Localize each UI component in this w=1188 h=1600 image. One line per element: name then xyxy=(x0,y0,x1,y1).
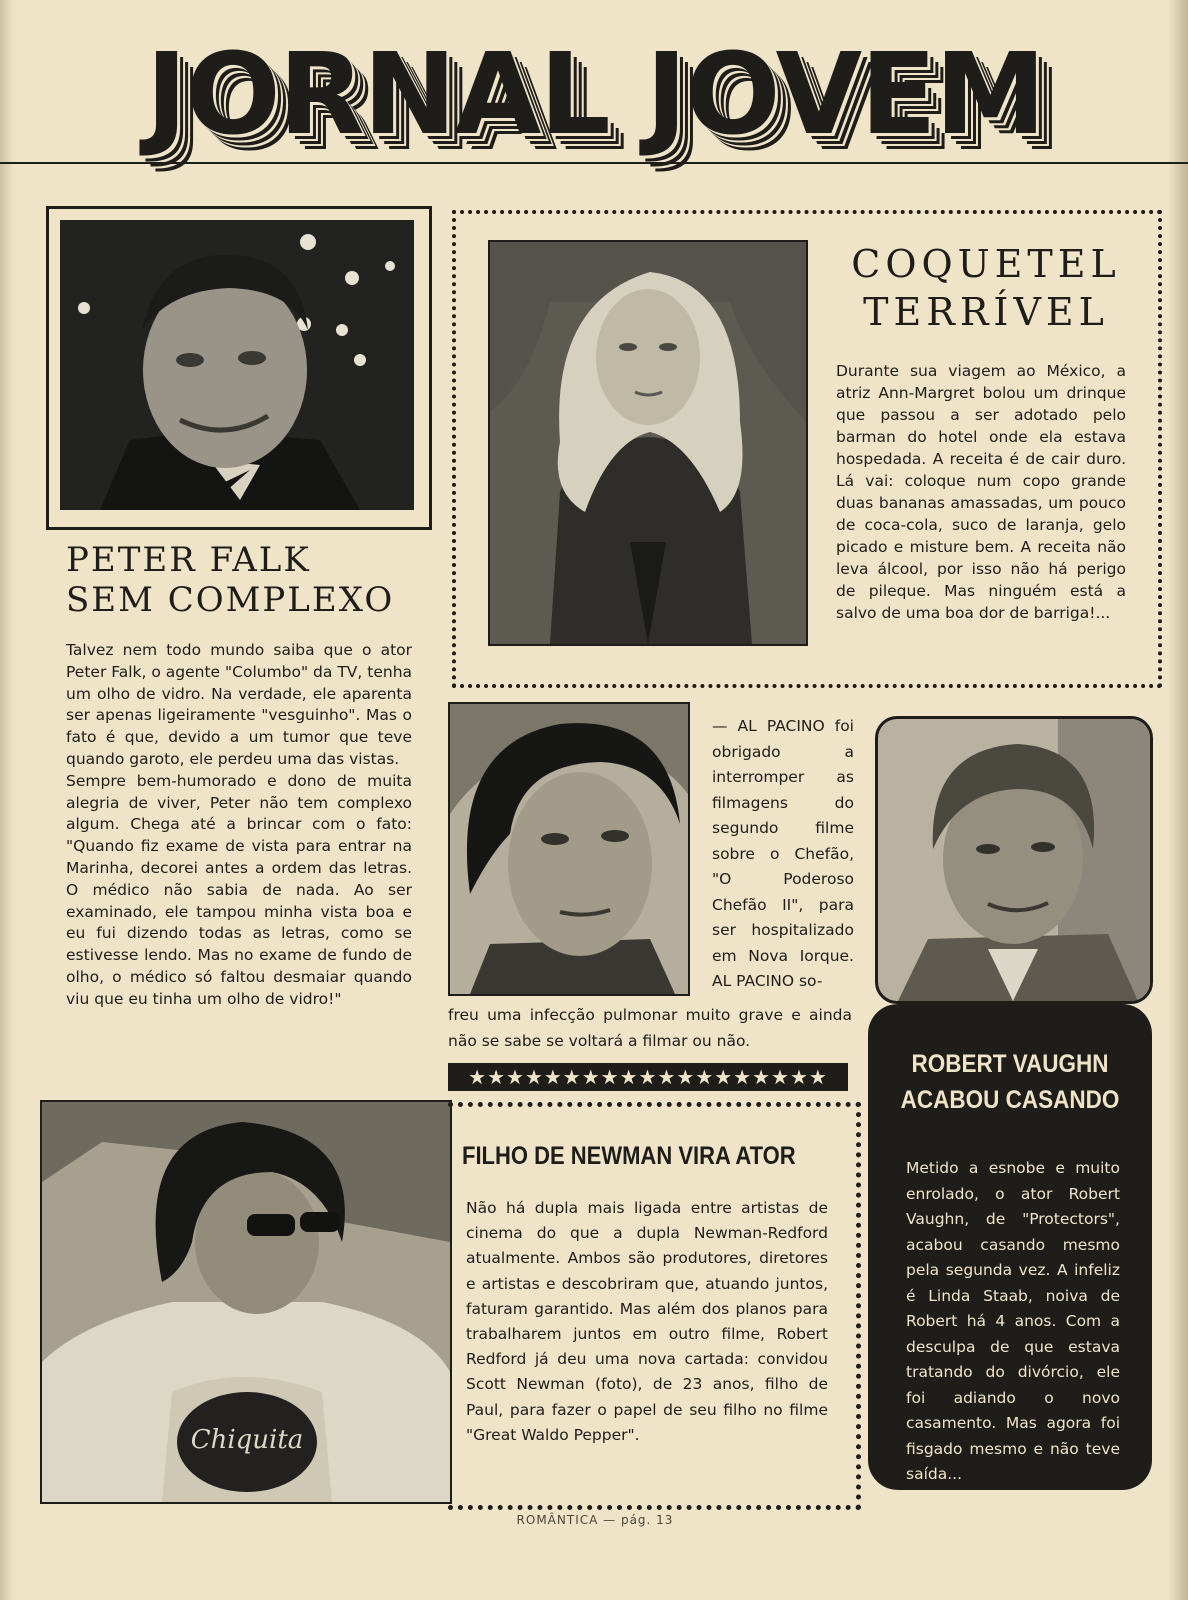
falk-headline-line1: PETER FALK xyxy=(66,540,311,580)
coquetel-article: Durante sua viagem ao México, a atriz Ann-Margret bolou um drinque que passou a ser adotado pelo barman do hotel onde ela estava hospedada. A receita é de cair duro. Lá vai: coloque num copo grande duas bananas amassadas, um pouco de coca-cola, suco de laranja, gelo picado e misture bem. A receita não leva álcool, por isso não há perigo de pileque. Mas ninguém está a salvo de uma boa dor de barriga!... xyxy=(836,362,1126,622)
vaughn-headline xyxy=(882,1046,1138,1118)
coquetel-headline xyxy=(836,240,1136,336)
al-pacino-photo xyxy=(448,702,690,996)
falk-headline-line2: SEM COMPLEXO xyxy=(66,580,395,620)
masthead-rule xyxy=(0,162,1188,164)
vaughn-article: Metido a esnobe e muito enrolado, o ator Robert Vaughn, de "Protectors", acabou casando mesmo pela segunda vez. A infeliz é Linda Staab, noiva de Robert há 4 anos. Com a desculpa de que estava tratando do divórcio, ele foi adiando o novo casamento. Mas agora foi fisgado mesmo e não teve saída... xyxy=(906,1159,1120,1483)
falk-headline xyxy=(66,540,426,620)
masthead-title: JORNAL JOVEM xyxy=(145,30,1045,160)
pacino-article-bottom: freu uma infecção pulmonar muito grave e ainda não se sabe se voltará a filmar ou não. xyxy=(448,1006,852,1050)
shirt-logo-text: Chiquita xyxy=(190,1425,304,1455)
page-gutter-shadow xyxy=(0,0,14,1600)
vaughn-panel xyxy=(868,1004,1152,1490)
falk-article xyxy=(66,640,412,1011)
page-footer: ROMÂNTICA — pág. 13 xyxy=(516,1513,674,1527)
coquetel-headline-line1: COQUETEL xyxy=(851,242,1121,286)
falk-paragraph-2: Sempre bem-humorado e dono de muita alegria de viver, Peter não tem complexo algum. Chega até a brincar com o fato: "Quando fiz exame de vista para entrar na Marinha, decorei antes a ordem das letras. O médico não sabia de nada. Ao ser examinado, ele tampou minha vista boa e eu fui dizendo todas as letras, como se estivesse lendo. Mas no exame de fundo de olho, o médico só faltou desmaiar quando viu que eu tinha um olho de vidro!" xyxy=(66,771,412,1008)
robert-vaughn-photo xyxy=(875,716,1153,1004)
newman-headline: FILHO DE NEWMAN VIRA ATOR xyxy=(462,1142,796,1170)
pacino-article-side: — AL PACINO foi obrigado a interromper as filmagens do segundo filme sobre o Chefão, "O Poderoso Chefão II", para ser hospitalizado em Nova Iorque. AL PACINO so- xyxy=(712,717,854,990)
page-edge-shadow xyxy=(1168,0,1188,1600)
newman-article: Não há dupla mais ligada entre artistas de cinema do que a dupla Newman-Redford atualmente. Ambos são produtores, diretores e artistas e descobriram que, atuando juntos, faturam garantido. Mas além dos planos para trabalharem juntos em outro filme, Robert Redford já deu uma nova cartada: convidou Scott Newman (foto), de 23 anos, filho de Paul, para fazer o papel de seu filho no filme "Great Waldo Pepper". xyxy=(466,1199,828,1444)
vaughn-headline-line2: ACABOU CASANDO xyxy=(900,1086,1120,1114)
vaughn-headline-line1: ROBERT VAUGHN xyxy=(911,1050,1109,1078)
masthead xyxy=(130,30,1060,170)
coquetel-headline-line2: TERRÍVEL xyxy=(863,290,1109,334)
peter-falk-photo xyxy=(60,220,414,510)
star-divider: ★★★★★★★★★★★★★★★★★★★ xyxy=(448,1063,848,1091)
ann-margret-photo xyxy=(488,240,808,646)
scott-newman-photo xyxy=(40,1100,452,1504)
falk-paragraph-1: Talvez nem todo mundo saiba que o ator Peter Falk, o agente "Columbo" da TV, tenha um olho de vidro. Na verdade, ele aparenta ser apenas ligeiramente "vesguinho". Mas o fato é que, devido a um tumor que teve quando garoto, ele perdeu uma das vistas. xyxy=(66,641,413,768)
